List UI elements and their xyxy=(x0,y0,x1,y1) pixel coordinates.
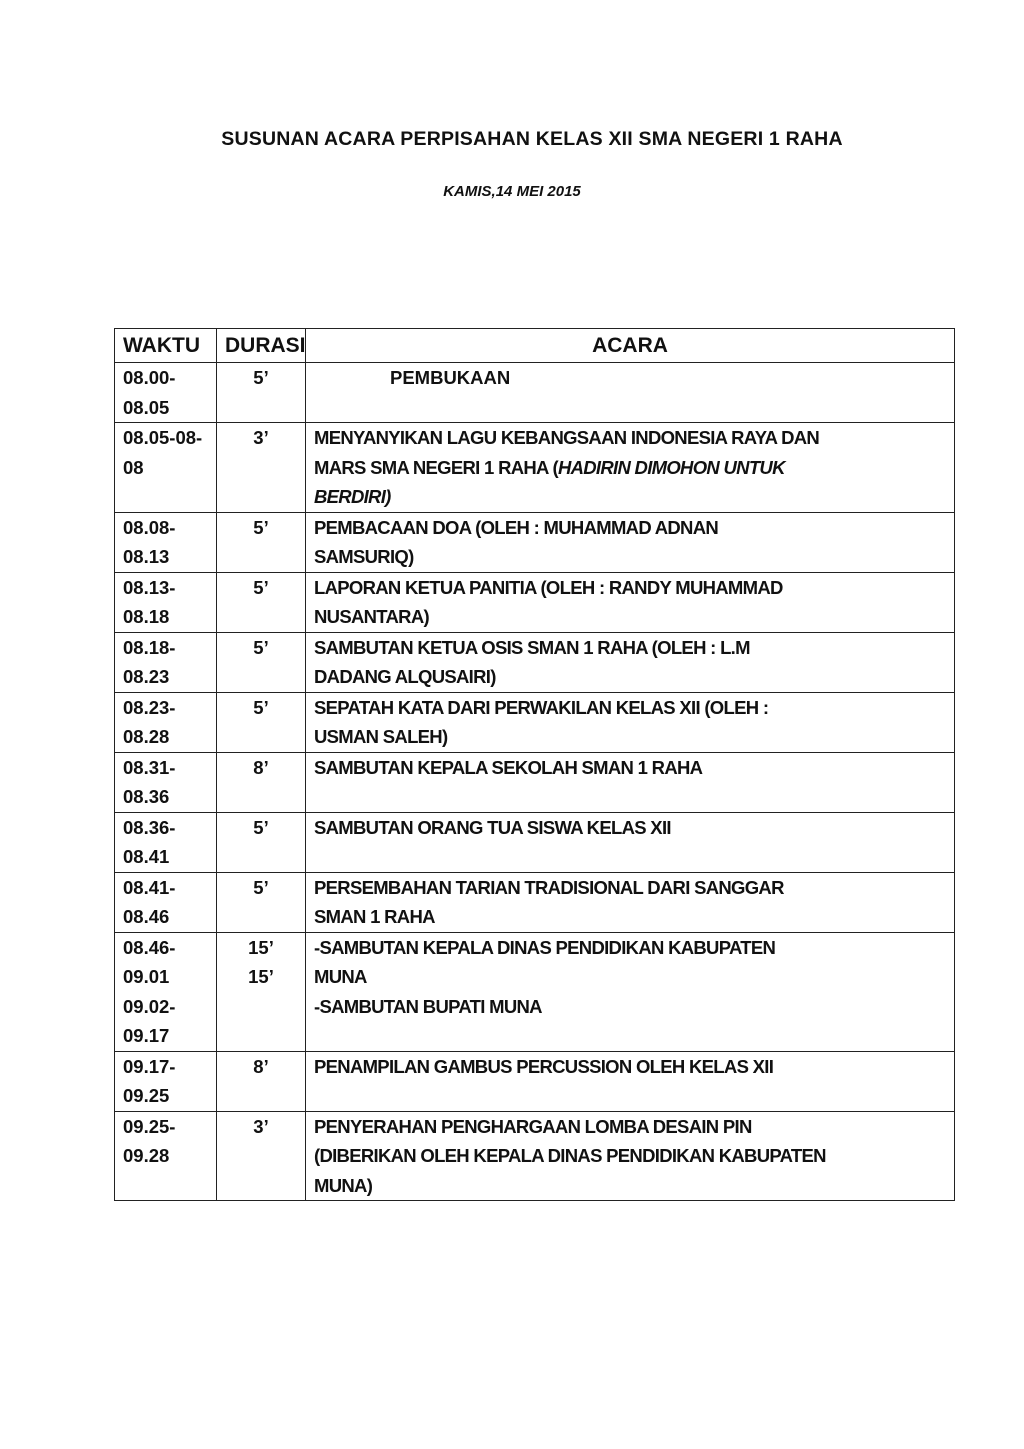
durasi-cell: 8’ xyxy=(217,752,306,812)
durasi-cell: 5’ xyxy=(217,572,306,632)
table-row xyxy=(115,512,955,572)
waktu-cell: 08.36- 08.41 xyxy=(115,812,217,872)
waktu-cell: 08.13- 08.18 xyxy=(115,572,217,632)
waktu-cell: 08.46- 09.01 09.02- 09.17 xyxy=(115,932,217,1051)
table-header-row xyxy=(115,329,955,363)
acara-cell: MENYANYIKAN LAGU KEBANGSAAN INDONESIA RAYA DAN MARS SMA NEGERI 1 RAHA (HADIRIN DIMOHON UNTUK BERDIRI) xyxy=(306,423,955,513)
waktu-cell: 08.18- 08.23 xyxy=(115,632,217,692)
durasi-cell: 3’ xyxy=(217,423,306,513)
acara-cell: SEPATAH KATA DARI PERWAKILAN KELAS XII (OLEH : USMAN SALEH) xyxy=(306,692,955,752)
schedule-table xyxy=(114,328,955,1201)
waktu-cell: 09.25- 09.28 xyxy=(115,1111,217,1201)
table-row xyxy=(115,752,955,812)
table-row xyxy=(115,363,955,423)
acara-cell: SAMBUTAN KETUA OSIS SMAN 1 RAHA (OLEH : L.M DADANG ALQUSAIRI) xyxy=(306,632,955,692)
durasi-cell: 5’ xyxy=(217,363,306,423)
waktu-cell: 08.41- 08.46 xyxy=(115,872,217,932)
waktu-cell: 08.23- 08.28 xyxy=(115,692,217,752)
column-header-acara: ACARA xyxy=(306,329,955,363)
column-header-durasi: DURASI xyxy=(217,329,306,363)
acara-cell: PENAMPILAN GAMBUS PERCUSSION OLEH KELAS XII xyxy=(306,1051,955,1111)
table-row xyxy=(115,1111,955,1201)
table-row xyxy=(115,932,955,1051)
table-row xyxy=(115,1051,955,1111)
page-title: SUSUNAN ACARA PERPISAHAN KELAS XII SMA NEGERI 1 RAHA xyxy=(221,128,843,150)
waktu-cell: 08.08- 08.13 xyxy=(115,512,217,572)
waktu-cell: 09.17- 09.25 xyxy=(115,1051,217,1111)
column-header-waktu: WAKTU xyxy=(115,329,217,363)
durasi-cell: 8’ xyxy=(217,1051,306,1111)
table-row xyxy=(115,632,955,692)
table-row xyxy=(115,872,955,932)
page-date: KAMIS,14 MEI 2015 xyxy=(443,183,581,200)
acara-cell: SAMBUTAN ORANG TUA SISWA KELAS XII xyxy=(306,812,955,872)
waktu-cell: 08.00- 08.05 xyxy=(115,363,217,423)
durasi-cell: 3’ xyxy=(217,1111,306,1201)
durasi-cell: 5’ xyxy=(217,812,306,872)
table-row xyxy=(115,692,955,752)
acara-cell: SAMBUTAN KEPALA SEKOLAH SMAN 1 RAHA xyxy=(306,752,955,812)
acara-cell: PEMBACAAN DOA (OLEH : MUHAMMAD ADNAN SAMSURIQ) xyxy=(306,512,955,572)
durasi-cell: 5’ xyxy=(217,512,306,572)
waktu-cell: 08.05-08- 08 xyxy=(115,423,217,513)
durasi-cell: 5’ xyxy=(217,632,306,692)
durasi-cell: 5’ xyxy=(217,692,306,752)
durasi-cell: 15’ 15’ xyxy=(217,932,306,1051)
table-row xyxy=(115,812,955,872)
durasi-cell: 5’ xyxy=(217,872,306,932)
acara-cell: PENYERAHAN PENGHARGAAN LOMBA DESAIN PIN (DIBERIKAN OLEH KEPALA DINAS PENDIDIKAN KABUPATEN MUNA) xyxy=(306,1111,955,1201)
acara-cell: PEMBUKAAN xyxy=(306,363,955,423)
acara-cell: LAPORAN KETUA PANITIA (OLEH : RANDY MUHAMMAD NUSANTARA) xyxy=(306,572,955,632)
table-row xyxy=(115,572,955,632)
acara-cell: PERSEMBAHAN TARIAN TRADISIONAL DARI SANGGAR SMAN 1 RAHA xyxy=(306,872,955,932)
table-row xyxy=(115,423,955,513)
waktu-cell: 08.31- 08.36 xyxy=(115,752,217,812)
acara-cell: -SAMBUTAN KEPALA DINAS PENDIDIKAN KABUPATEN MUNA -SAMBUTAN BUPATI MUNA xyxy=(306,932,955,1051)
